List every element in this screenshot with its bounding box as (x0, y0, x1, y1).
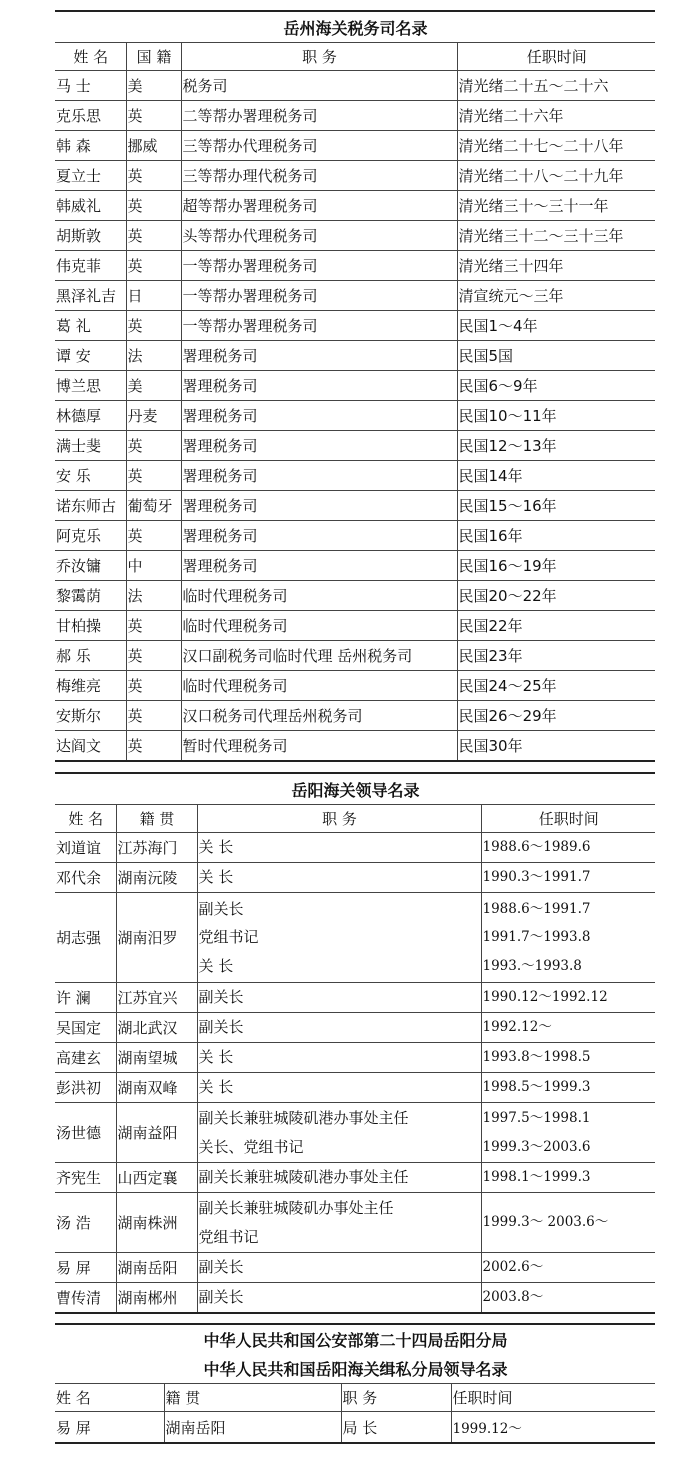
table-row (55, 431, 655, 461)
table-row (55, 491, 655, 521)
name-cell: 曹传清 (56, 1289, 102, 1307)
anti-smuggling-leaders-table (55, 1325, 655, 1442)
term-cell: 清光绪二十五～二十六 (457, 71, 655, 101)
nationality-cell: 英 (126, 251, 181, 281)
name-cell: 韩 森 (55, 131, 126, 161)
position-cell: 一等帮办署理税务司 (181, 251, 457, 281)
nationality-cell: 美 (126, 71, 181, 101)
position-cell (197, 1283, 481, 1313)
position-cell (197, 833, 481, 863)
name-cell: 易 屏 (55, 1253, 116, 1283)
nationality-cell: 英 (126, 101, 181, 131)
name-cell: 安斯尔 (55, 701, 126, 731)
header-name: 姓 名 (55, 43, 126, 71)
term-line: 1993.8～1998.5 (482, 1049, 591, 1066)
name-cell: 安 乐 (55, 461, 126, 491)
name-cell: 克乐思 (55, 101, 126, 131)
nationality-cell: 英 (126, 431, 181, 461)
term-cell: 民国1～4年 (457, 311, 655, 341)
term-cell: 清光绪三十二～三十三年 (457, 221, 655, 251)
nationality-cell: 英 (126, 701, 181, 731)
name-cell: 汤 浩 (55, 1193, 116, 1253)
header-position: 职 务 (197, 805, 481, 833)
table-row (55, 1163, 655, 1193)
position-cell (197, 1163, 481, 1193)
position-line: 副关长 (198, 988, 244, 1007)
position-cell: 署理税务司 (181, 401, 457, 431)
position-line: 副关长 (198, 899, 244, 918)
term-cell: 民国16年 (457, 521, 655, 551)
term-cell: 民国22年 (457, 611, 655, 641)
header-term: 任职时间 (451, 1384, 655, 1412)
term-line: 1998.5～1999.3 (482, 1079, 591, 1096)
table-row (55, 551, 655, 581)
nationality-cell: 法 (126, 581, 181, 611)
header-position: 职 务 (341, 1384, 451, 1412)
table-row (55, 341, 655, 371)
nationality-cell: 葡萄牙 (126, 491, 181, 521)
table-row (55, 191, 655, 221)
nationality-cell: 英 (126, 671, 181, 701)
position-cell: 暂时代理税务司 (181, 731, 457, 761)
position-cell: 三等帮办代理税务司 (181, 131, 457, 161)
section1-title: 岳州海关税务司名录 (283, 18, 428, 38)
table-header-row (55, 1384, 655, 1412)
name-cell: 葛 礼 (55, 311, 126, 341)
term-line: 1999.3～2003.6 (482, 1138, 591, 1155)
position-line: 副关长兼驻城陵矶港办事处主任 (198, 1109, 409, 1127)
header-name: 姓 名 (55, 805, 116, 833)
name-cell: 吴国定 (55, 1013, 116, 1043)
name-cell: 阿克乐 (55, 521, 126, 551)
term-cell (481, 983, 655, 1013)
name-cell: 林德厚 (55, 401, 126, 431)
section2-body (55, 833, 655, 1313)
table-row (55, 581, 655, 611)
position-cell: 三等帮办理代税务司 (181, 161, 457, 191)
term-line: 1990.3～1991.7 (482, 869, 591, 886)
term-line: 1997.5～1998.1 (482, 1110, 591, 1126)
nationality-cell: 英 (126, 221, 181, 251)
term-cell (481, 1253, 655, 1283)
position-cell: 署理税务司 (181, 341, 457, 371)
position-cell (197, 1013, 481, 1043)
header-term: 任职时间 (457, 43, 655, 71)
table-row (55, 863, 655, 893)
section1-body (55, 71, 655, 761)
position-cell: 署理税务司 (181, 521, 457, 551)
term-cell: 民国12～13年 (457, 431, 655, 461)
name-cell: 甘柏操 (55, 611, 126, 641)
header-nationality: 国 籍 (126, 43, 181, 71)
nationality-cell: 英 (126, 311, 181, 341)
name-cell: 诺东师古 (55, 491, 126, 521)
name-cell: 马 士 (55, 71, 126, 101)
name-cell: 乔汝镛 (55, 551, 126, 581)
term-line: 1991.7～1993.8 (482, 929, 591, 946)
term-cell (481, 863, 655, 893)
table-row (55, 893, 655, 983)
position-cell (197, 863, 481, 893)
table-row (55, 731, 655, 761)
position-cell: 汉口税务司代理岳州税务司 (181, 701, 457, 731)
table-row (55, 131, 655, 161)
nationality-cell: 中 (126, 551, 181, 581)
term-cell: 清光绪三十～三十一年 (457, 191, 655, 221)
table-row (55, 1193, 655, 1253)
table-header-row (55, 805, 655, 833)
term-cell (481, 1043, 655, 1073)
name-cell: 黎霭荫 (55, 581, 126, 611)
origin-cell: 湖南益阳 (116, 1103, 197, 1163)
position-cell: 税务司 (181, 71, 457, 101)
term-line: 1999.3～ 2003.6～ (482, 1214, 609, 1231)
position-cell: 局 长 (341, 1412, 451, 1443)
table-row (55, 1013, 655, 1043)
table-row (55, 401, 655, 431)
term-cell (481, 1103, 655, 1163)
nationality-cell: 英 (126, 731, 181, 761)
term-cell (481, 1013, 655, 1043)
name-cell: 博兰思 (55, 371, 126, 401)
origin-cell: 湖北武汉 (116, 1013, 197, 1043)
position-line: 副关长 (198, 1288, 244, 1307)
name-cell: 黑泽礼吉 (55, 281, 126, 311)
origin-cell: 湖南望城 (116, 1043, 197, 1073)
origin-cell: 湖南岳阳 (116, 1253, 197, 1283)
name-cell: 夏立士 (55, 161, 126, 191)
table-row (55, 251, 655, 281)
origin-cell: 湖南岳阳 (164, 1412, 341, 1443)
table-row (55, 1253, 655, 1283)
table-row (55, 311, 655, 341)
customs-commissioners-table (55, 12, 655, 760)
position-cell (197, 893, 481, 983)
term-cell (481, 1163, 655, 1193)
term-cell: 民国26～29年 (457, 701, 655, 731)
position-cell (197, 1253, 481, 1283)
table-row (55, 1103, 655, 1163)
position-line: 副关长 (198, 1258, 244, 1277)
position-cell: 署理税务司 (181, 461, 457, 491)
position-cell: 超等帮办署理税务司 (181, 191, 457, 221)
term-cell: 民国30年 (457, 731, 655, 761)
table-row (55, 1073, 655, 1103)
table-row (55, 221, 655, 251)
term-line: 2003.8～ (482, 1289, 544, 1306)
position-cell: 临时代理税务司 (181, 671, 457, 701)
position-cell: 一等帮办署理税务司 (181, 281, 457, 311)
nationality-cell: 挪威 (126, 131, 181, 161)
term-line: 1990.12～1992.12 (482, 989, 608, 1006)
position-cell: 一等帮办署理税务司 (181, 311, 457, 341)
position-line: 党组书记 (198, 928, 259, 947)
term-cell: 清光绪二十六年 (457, 101, 655, 131)
nationality-cell: 英 (126, 641, 181, 671)
header-term: 任职时间 (481, 805, 655, 833)
header-origin: 籍 贯 (116, 805, 197, 833)
table-row (55, 371, 655, 401)
origin-cell: 湖南汨罗 (116, 893, 197, 983)
name-cell: 易 屏 (56, 1418, 91, 1437)
position-cell (197, 1193, 481, 1253)
table-row (55, 1412, 655, 1443)
nationality-cell: 丹麦 (126, 401, 181, 431)
table-row (55, 1043, 655, 1073)
term-cell: 民国23年 (457, 641, 655, 671)
term-cell: 民国10～11年 (457, 401, 655, 431)
position-line: 副关长兼驻城陵矶港办事处主任 (198, 1168, 409, 1187)
name-cell: 彭洪初 (55, 1073, 116, 1103)
origin-cell: 湖南株洲 (116, 1193, 197, 1253)
term-cell: 民国16～19年 (457, 551, 655, 581)
position-cell (197, 1073, 481, 1103)
term-cell: 民国20～22年 (457, 581, 655, 611)
name-cell: 满士斐 (55, 431, 126, 461)
name-cell: 邓代余 (55, 863, 116, 893)
nationality-cell: 英 (126, 611, 181, 641)
position-cell: 头等帮办代理税务司 (181, 221, 457, 251)
position-cell: 署理税务司 (181, 431, 457, 461)
term-cell: 民国6～9年 (457, 371, 655, 401)
section3-title-line2: 中华人民共和国岳阳海关缉私分局领导名录 (203, 1360, 508, 1379)
term-cell (481, 1193, 655, 1253)
table-row (55, 833, 655, 863)
term-cell (481, 893, 655, 983)
table-row (55, 641, 655, 671)
header-origin: 籍 贯 (164, 1384, 341, 1412)
table-row (55, 161, 655, 191)
table-row (55, 1283, 655, 1313)
nationality-cell: 英 (126, 191, 181, 221)
origin-cell: 湖南郴州 (116, 1283, 197, 1313)
name-cell: 胡志强 (55, 893, 116, 983)
table-row (55, 101, 655, 131)
name-cell: 伟克菲 (55, 251, 126, 281)
table-row (55, 461, 655, 491)
position-cell: 署理税务司 (181, 491, 457, 521)
name-cell: 高建玄 (55, 1043, 116, 1073)
position-line: 关 长 (198, 1078, 234, 1097)
term-cell: 清光绪三十四年 (457, 251, 655, 281)
table-row (55, 71, 655, 101)
origin-cell: 湖南双峰 (116, 1073, 197, 1103)
term-cell: 民国15～16年 (457, 491, 655, 521)
table-row (55, 701, 655, 731)
name-cell: 许 澜 (55, 983, 116, 1013)
position-line: 关 长 (198, 1048, 234, 1067)
name-cell: 汤世德 (55, 1103, 116, 1163)
term-cell: 清光绪二十七～二十八年 (457, 131, 655, 161)
position-cell: 署理税务司 (181, 551, 457, 581)
customs-commissioners-table-section (55, 10, 655, 762)
position-line: 副关长 (198, 1018, 244, 1037)
position-line: 关 长 (198, 956, 234, 975)
origin-cell: 山西定襄 (116, 1163, 197, 1193)
position-cell: 二等帮办署理税务司 (181, 101, 457, 131)
term-cell: 清光绪二十八～二十九年 (457, 161, 655, 191)
position-cell: 汉口副税务司临时代理 岳州税务司 (181, 641, 457, 671)
position-cell: 临时代理税务司 (181, 611, 457, 641)
nationality-cell: 法 (126, 341, 181, 371)
position-cell (197, 1043, 481, 1073)
customs-leaders-table-section (55, 772, 655, 1314)
origin-cell: 江苏海门 (116, 833, 197, 863)
term-line: 1998.1～1999.3 (482, 1169, 591, 1186)
position-cell: 署理税务司 (181, 371, 457, 401)
position-line: 党组书记 (198, 1227, 259, 1246)
position-line: 关 长 (198, 838, 234, 857)
origin-cell: 湖南沅陵 (116, 863, 197, 893)
name-cell: 韩威礼 (55, 191, 126, 221)
position-line: 关 长 (198, 868, 234, 887)
nationality-cell: 英 (126, 461, 181, 491)
term-cell (481, 1073, 655, 1103)
term-line: 1988.6～1991.7 (482, 900, 591, 917)
name-cell: 谭 安 (55, 341, 126, 371)
term-line: 1992.12～ (482, 1019, 552, 1036)
term-cell: 民国24～25年 (457, 671, 655, 701)
table-row (55, 281, 655, 311)
origin-cell: 江苏宜兴 (116, 983, 197, 1013)
nationality-cell: 英 (126, 161, 181, 191)
name-cell: 达阎文 (56, 737, 102, 755)
table-row (55, 671, 655, 701)
term-cell (481, 1283, 655, 1313)
section3-body (55, 1412, 655, 1443)
position-line: 副关长兼驻城陵矶办事处主任 (198, 1199, 394, 1217)
name-cell: 齐宪生 (55, 1163, 116, 1193)
position-cell (197, 983, 481, 1013)
anti-smuggling-leaders-section (55, 1323, 655, 1444)
nationality-cell: 日 (126, 281, 181, 311)
position-cell: 临时代理税务司 (181, 581, 457, 611)
nationality-cell: 美 (126, 371, 181, 401)
term-cell: 民国14年 (457, 461, 655, 491)
name-cell: 郝 乐 (55, 641, 126, 671)
table-row (55, 983, 655, 1013)
term-line: 1993.～1993.8 (482, 957, 582, 974)
nationality-cell: 英 (126, 521, 181, 551)
section2-title: 岳阳海关领导名录 (291, 780, 420, 800)
position-cell (197, 1103, 481, 1163)
term-line: 2002.6～ (482, 1259, 544, 1276)
term-line: 1988.6～1989.6 (482, 839, 591, 856)
table-header-row (55, 43, 655, 71)
term-cell: 民国5国 (457, 341, 655, 371)
name-cell: 胡斯敦 (55, 221, 126, 251)
name-cell: 梅维亮 (55, 671, 126, 701)
term-cell (481, 833, 655, 863)
table-row (55, 521, 655, 551)
customs-leaders-table (55, 774, 655, 1312)
header-position: 职 务 (181, 43, 457, 71)
header-name: 姓 名 (55, 1384, 164, 1412)
section3-title-line1: 中华人民共和国公安部第二十四局岳阳分局 (203, 1331, 508, 1350)
position-line: 关长、党组书记 (198, 1137, 304, 1156)
term-cell: 1999.12～ (451, 1412, 655, 1443)
term-cell: 清宣统元～三年 (457, 281, 655, 311)
table-row (55, 611, 655, 641)
name-cell: 刘道谊 (55, 833, 116, 863)
